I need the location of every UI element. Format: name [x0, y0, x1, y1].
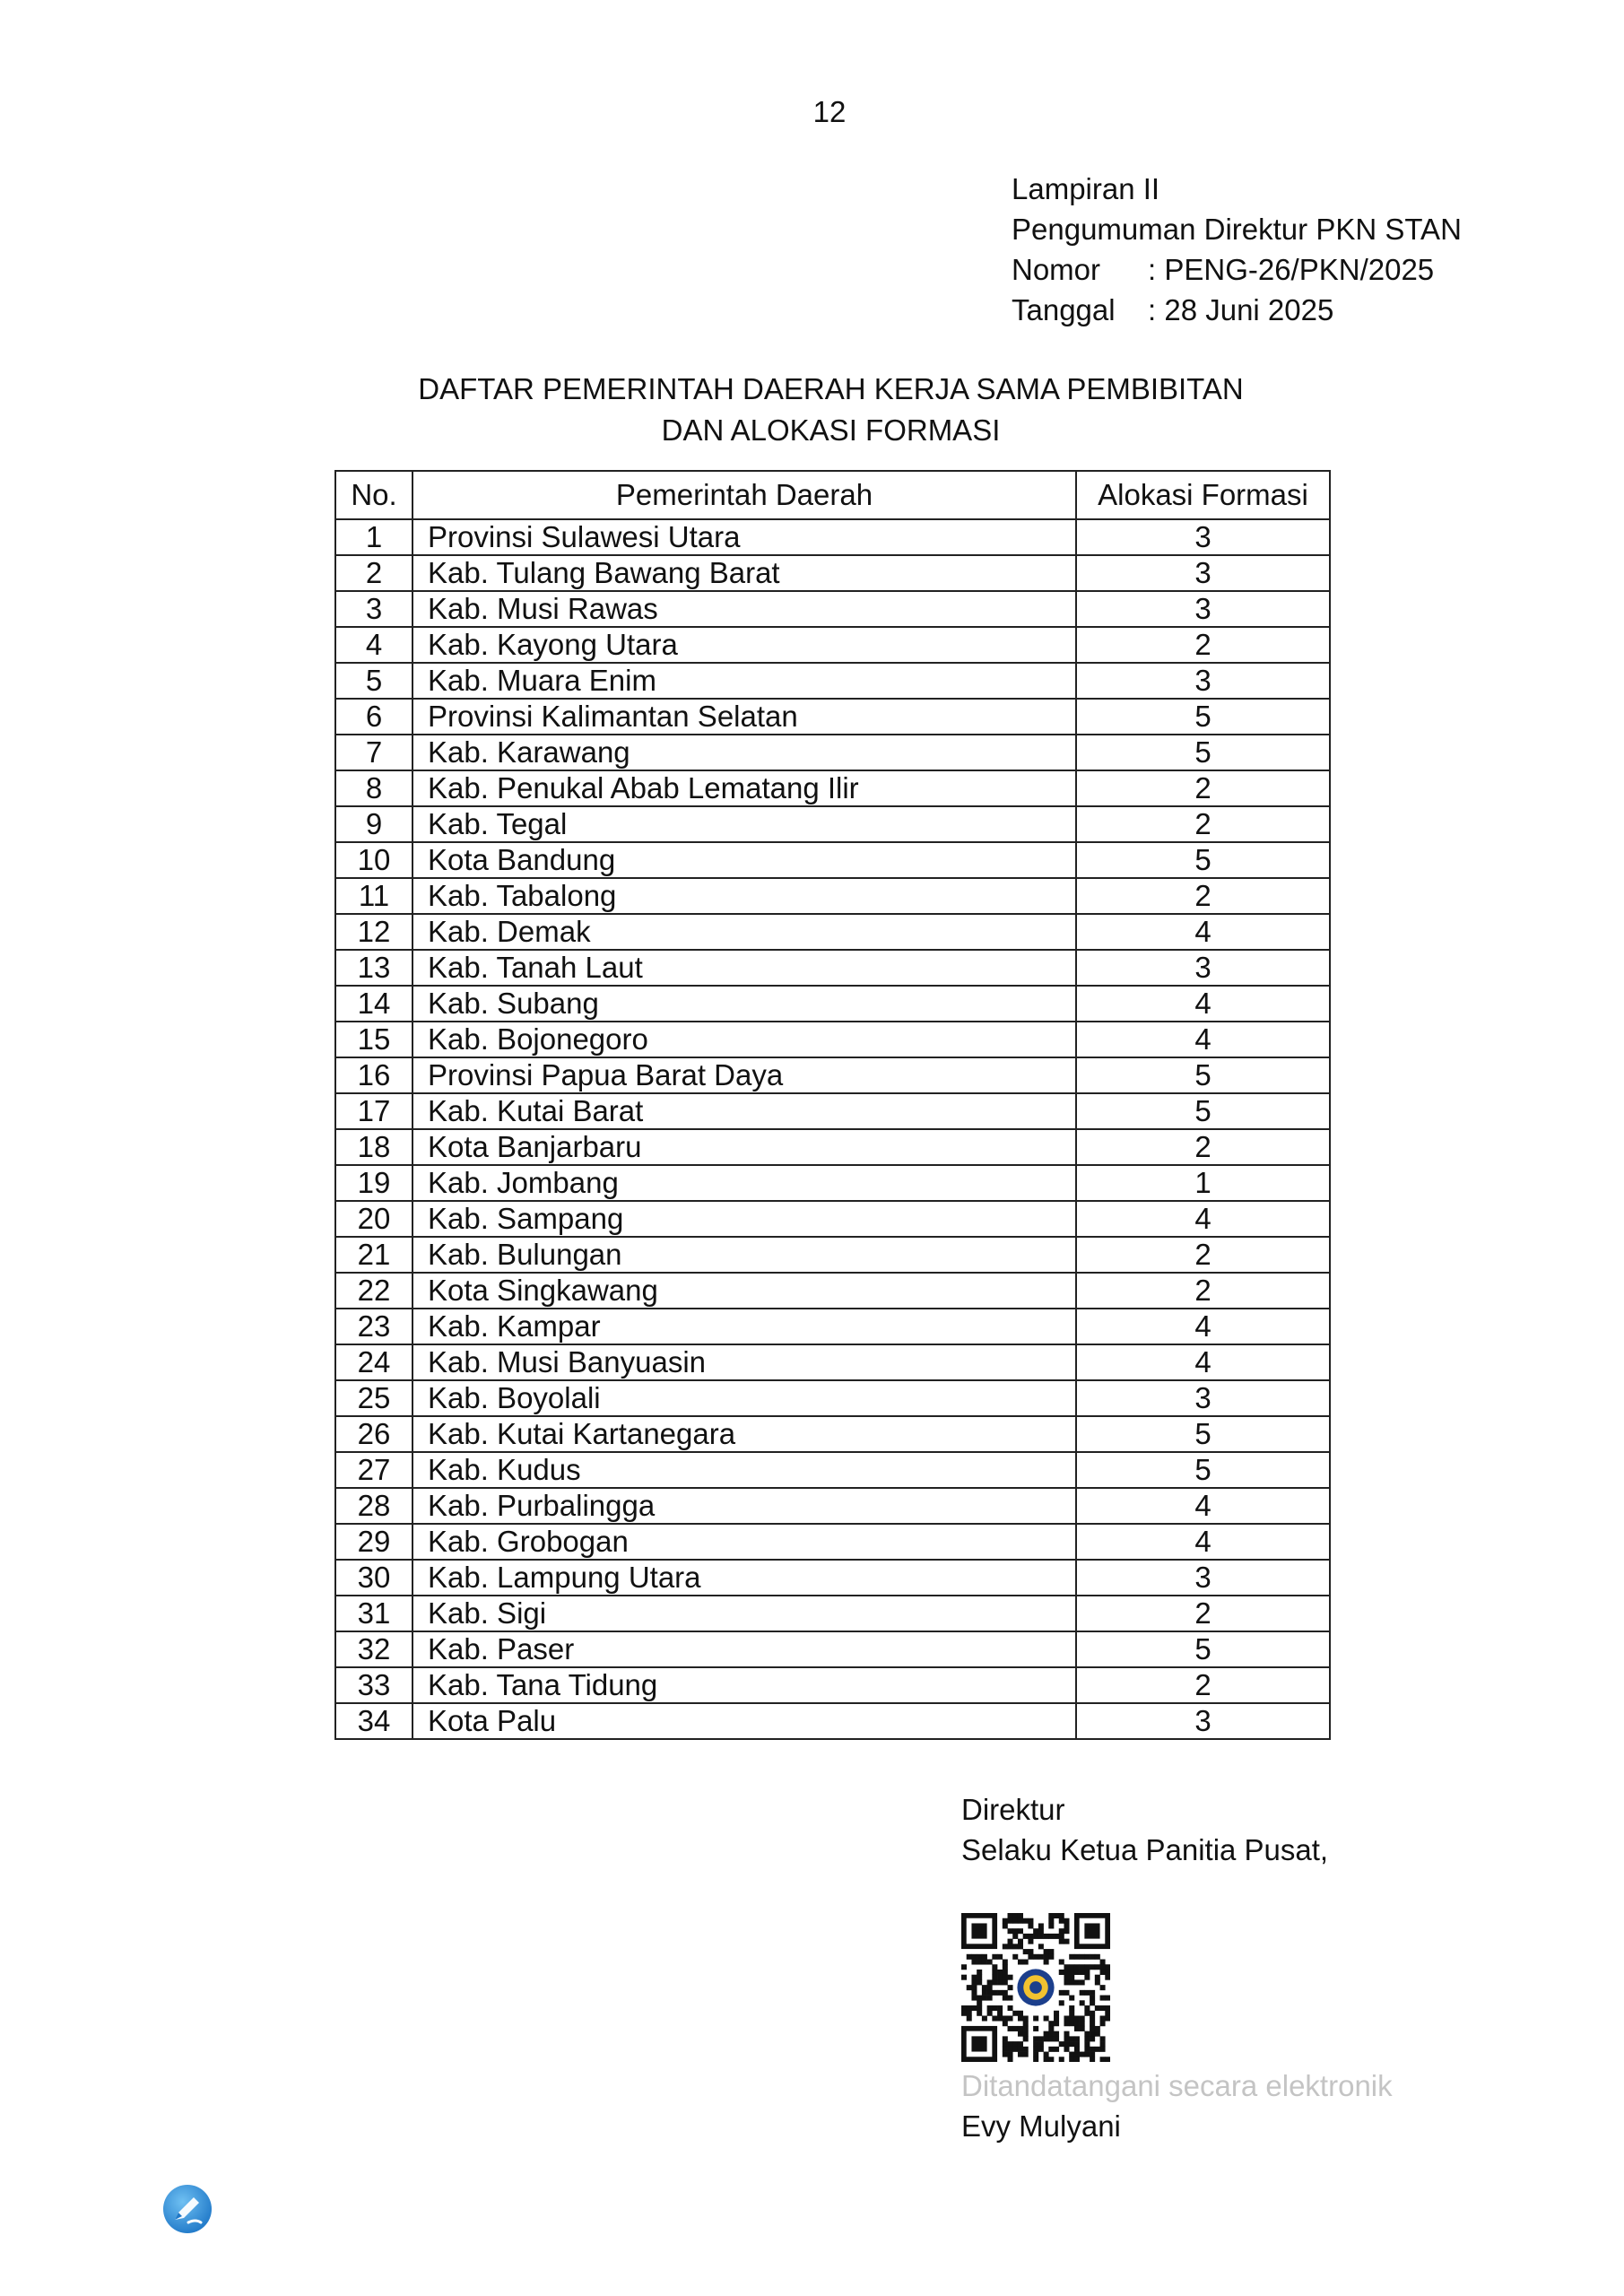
cell-no: 1: [335, 519, 413, 555]
cell-alloc: 2: [1076, 770, 1330, 806]
cell-no: 22: [335, 1273, 413, 1309]
cell-alloc: 2: [1076, 1273, 1330, 1309]
nomor-label: Nomor: [1012, 253, 1101, 286]
table-row: [335, 1452, 1330, 1488]
cell-alloc: 4: [1076, 1344, 1330, 1380]
appendix-title: Lampiran II: [1012, 172, 1160, 205]
cell-name: Kab. Bojonegoro: [413, 1022, 1076, 1057]
table-row: [335, 1057, 1330, 1093]
table-row: [335, 842, 1330, 878]
cell-alloc: 3: [1076, 1703, 1330, 1739]
cell-name: Kota Singkawang: [413, 1273, 1076, 1309]
cell-name: Provinsi Kalimantan Selatan: [413, 699, 1076, 735]
cell-alloc: 4: [1076, 1524, 1330, 1560]
signature-role: Selaku Ketua Panitia Pusat,: [961, 1833, 1329, 1866]
appendix-announcement: Pengumuman Direktur PKN STAN: [1012, 213, 1462, 246]
table-row: [335, 914, 1330, 950]
cell-alloc: 1: [1076, 1165, 1330, 1201]
cell-no: 2: [335, 555, 413, 591]
electronic-signature-note: Ditandatangani secara elektronik: [961, 2069, 1393, 2102]
appendix-block: [1012, 169, 1462, 330]
cell-name: Kab. Kampar: [413, 1309, 1076, 1344]
cell-no: 24: [335, 1344, 413, 1380]
table-row: [335, 735, 1330, 770]
table-row: [335, 1703, 1330, 1739]
cell-name: Kab. Lampung Utara: [413, 1560, 1076, 1596]
table-row: [335, 1022, 1330, 1057]
cell-name: Kab. Karawang: [413, 735, 1076, 770]
cell-no: 18: [335, 1129, 413, 1165]
cell-name: Kab. Purbalingga: [413, 1488, 1076, 1524]
cell-name: Kab. Boyolali: [413, 1380, 1076, 1416]
cell-name: Kab. Sigi: [413, 1596, 1076, 1631]
cell-name: Kab. Tana Tidung: [413, 1667, 1076, 1703]
cell-alloc: 5: [1076, 699, 1330, 735]
table-row: [335, 1201, 1330, 1237]
cell-alloc: 3: [1076, 519, 1330, 555]
cell-alloc: 5: [1076, 1631, 1330, 1667]
table-row: [335, 1129, 1330, 1165]
header-alokasi-formasi: Alokasi Formasi: [1076, 471, 1330, 519]
cell-name: Kab. Penukal Abab Lematang Ilir: [413, 770, 1076, 806]
cell-alloc: 5: [1076, 1057, 1330, 1093]
header-no: No.: [335, 471, 413, 519]
signature-title: Direktur: [961, 1793, 1065, 1826]
cell-name: Kab. Bulungan: [413, 1237, 1076, 1273]
cell-no: 15: [335, 1022, 413, 1057]
table-row: [335, 1344, 1330, 1380]
qr-code-icon: [961, 1913, 1110, 2062]
cell-name: Kab. Kutai Barat: [413, 1093, 1076, 1129]
table-row: [335, 1309, 1330, 1344]
cell-name: Kab. Demak: [413, 914, 1076, 950]
cell-no: 17: [335, 1093, 413, 1129]
table-row: [335, 663, 1330, 699]
table-row: [335, 950, 1330, 986]
cell-name: Kab. Muara Enim: [413, 663, 1076, 699]
cell-no: 14: [335, 986, 413, 1022]
cell-name: Provinsi Sulawesi Utara: [413, 519, 1076, 555]
cell-name: Kab. Tanah Laut: [413, 950, 1076, 986]
cell-no: 34: [335, 1703, 413, 1739]
cell-no: 11: [335, 878, 413, 914]
cell-name: Kab. Tabalong: [413, 878, 1076, 914]
cell-no: 10: [335, 842, 413, 878]
allocation-table: [334, 470, 1331, 1740]
cell-alloc: 2: [1076, 878, 1330, 914]
cell-alloc: 2: [1076, 1596, 1330, 1631]
cell-name: Kab. Subang: [413, 986, 1076, 1022]
cell-no: 29: [335, 1524, 413, 1560]
pen-badge-icon: [161, 2183, 213, 2235]
cell-alloc: 2: [1076, 1129, 1330, 1165]
tanggal-value: : 28 Juni 2025: [1148, 293, 1334, 326]
cell-name: Kab. Musi Rawas: [413, 591, 1076, 627]
cell-alloc: 4: [1076, 1201, 1330, 1237]
cell-name: Kab. Tulang Bawang Barat: [413, 555, 1076, 591]
cell-no: 9: [335, 806, 413, 842]
document-title: [335, 369, 1326, 451]
table-header-row: [335, 471, 1330, 519]
cell-name: Kab. Kayong Utara: [413, 627, 1076, 663]
cell-name: Provinsi Papua Barat Daya: [413, 1057, 1076, 1093]
cell-no: 32: [335, 1631, 413, 1667]
table-body: [335, 519, 1330, 1739]
header-pemerintah-daerah: Pemerintah Daerah: [413, 471, 1076, 519]
table-row: [335, 1667, 1330, 1703]
cell-no: 4: [335, 627, 413, 663]
table-row: [335, 1237, 1330, 1273]
cell-name: Kab. Kudus: [413, 1452, 1076, 1488]
cell-alloc: 2: [1076, 1667, 1330, 1703]
cell-name: Kab. Musi Banyuasin: [413, 1344, 1076, 1380]
tanggal-label: Tanggal: [1012, 293, 1116, 326]
appendix-nomor-row: [1012, 249, 1462, 290]
table-row: [335, 806, 1330, 842]
cell-alloc: 4: [1076, 1022, 1330, 1057]
signature-block: [961, 1789, 1328, 1870]
cell-no: 20: [335, 1201, 413, 1237]
cell-alloc: 5: [1076, 735, 1330, 770]
table-row: [335, 627, 1330, 663]
table-row: [335, 1416, 1330, 1452]
cell-alloc: 3: [1076, 1560, 1330, 1596]
cell-no: 30: [335, 1560, 413, 1596]
cell-name: Kab. Paser: [413, 1631, 1076, 1667]
cell-alloc: 5: [1076, 1452, 1330, 1488]
cell-alloc: 5: [1076, 1416, 1330, 1452]
cell-no: 27: [335, 1452, 413, 1488]
cell-name: Kab. Tegal: [413, 806, 1076, 842]
cell-alloc: 4: [1076, 986, 1330, 1022]
table-row: [335, 1273, 1330, 1309]
document-title-line1: DAFTAR PEMERINTAH DAERAH KERJA SAMA PEMBIBITAN: [418, 372, 1244, 405]
table-row: [335, 1596, 1330, 1631]
cell-no: 6: [335, 699, 413, 735]
table-row: [335, 986, 1330, 1022]
cell-no: 3: [335, 591, 413, 627]
cell-no: 8: [335, 770, 413, 806]
cell-name: Kab. Grobogan: [413, 1524, 1076, 1560]
cell-no: 5: [335, 663, 413, 699]
cell-alloc: 2: [1076, 1237, 1330, 1273]
cell-alloc: 5: [1076, 842, 1330, 878]
table-row: [335, 1380, 1330, 1416]
table-row: [335, 591, 1330, 627]
table-row: [335, 699, 1330, 735]
signer-name: Evy Mulyani: [961, 2109, 1121, 2143]
table-row: [335, 1524, 1330, 1560]
cell-no: 16: [335, 1057, 413, 1093]
table-row: [335, 878, 1330, 914]
cell-alloc: 2: [1076, 627, 1330, 663]
cell-alloc: 3: [1076, 591, 1330, 627]
cell-name: Kota Palu: [413, 1703, 1076, 1739]
cell-alloc: 3: [1076, 555, 1330, 591]
cell-name: Kab. Sampang: [413, 1201, 1076, 1237]
cell-no: 21: [335, 1237, 413, 1273]
cell-no: 26: [335, 1416, 413, 1452]
table-row: [335, 1631, 1330, 1667]
cell-alloc: 3: [1076, 950, 1330, 986]
table-row: [335, 1165, 1330, 1201]
cell-name: Kab. Jombang: [413, 1165, 1076, 1201]
table-row: [335, 1560, 1330, 1596]
cell-no: 12: [335, 914, 413, 950]
cell-no: 19: [335, 1165, 413, 1201]
document-title-line2: DAN ALOKASI FORMASI: [661, 413, 1001, 447]
table-row: [335, 1093, 1330, 1129]
cell-alloc: 3: [1076, 663, 1330, 699]
cell-no: 13: [335, 950, 413, 986]
cell-no: 23: [335, 1309, 413, 1344]
cell-no: 7: [335, 735, 413, 770]
cell-no: 33: [335, 1667, 413, 1703]
cell-alloc: 4: [1076, 1309, 1330, 1344]
cell-alloc: 4: [1076, 914, 1330, 950]
table-row: [335, 770, 1330, 806]
cell-no: 28: [335, 1488, 413, 1524]
cell-name: Kab. Kutai Kartanegara: [413, 1416, 1076, 1452]
nomor-value: : PENG-26/PKN/2025: [1148, 253, 1435, 286]
table-row: [335, 519, 1330, 555]
table-row: [335, 1488, 1330, 1524]
cell-alloc: 2: [1076, 806, 1330, 842]
page-number: 12: [812, 95, 847, 128]
cell-name: Kota Banjarbaru: [413, 1129, 1076, 1165]
cell-no: 25: [335, 1380, 413, 1416]
cell-alloc: 5: [1076, 1093, 1330, 1129]
cell-alloc: 3: [1076, 1380, 1330, 1416]
table-row: [335, 555, 1330, 591]
cell-no: 31: [335, 1596, 413, 1631]
cell-name: Kota Bandung: [413, 842, 1076, 878]
appendix-tanggal-row: [1012, 290, 1462, 330]
cell-alloc: 4: [1076, 1488, 1330, 1524]
